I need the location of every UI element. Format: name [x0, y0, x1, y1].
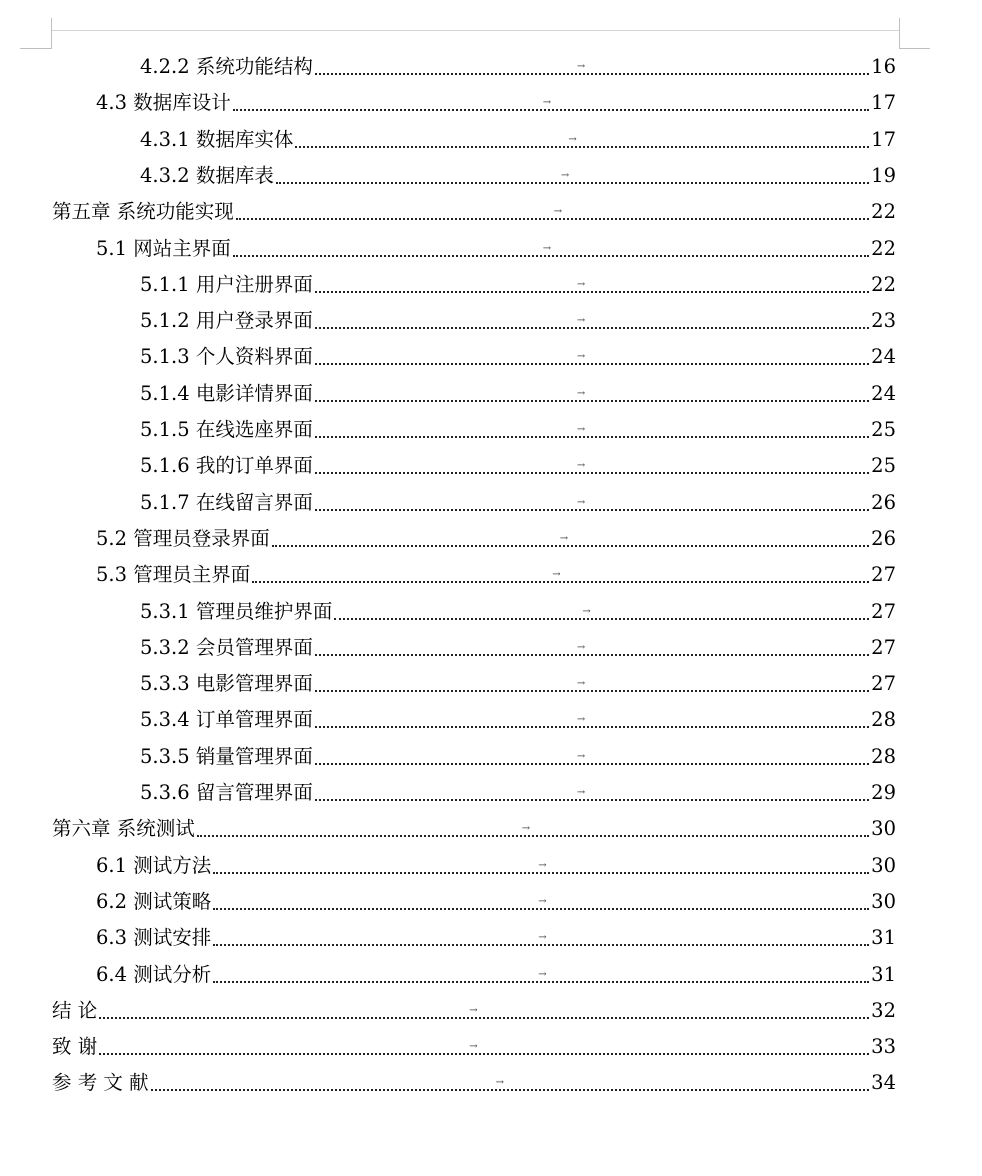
toc-dot-leader — [315, 308, 869, 334]
toc-page-number: 30 — [871, 817, 896, 841]
toc-dot-leader — [213, 889, 869, 915]
toc-dot-leader — [315, 54, 869, 80]
toc-entry[interactable] — [140, 127, 896, 153]
toc-dot-leader — [334, 599, 869, 625]
toc-entry-title: 5.3.3 电影管理界面 — [140, 672, 313, 696]
toc-entry-title: 5.1.2 用户登录界面 — [140, 309, 313, 333]
toc-page-number: 31 — [871, 962, 896, 986]
tab-arrow-icon: → — [560, 169, 570, 181]
toc-dot-leader — [315, 780, 869, 806]
page-top-border — [51, 30, 899, 31]
toc-dot-leader — [151, 1070, 869, 1096]
tab-arrow-icon: → — [576, 460, 586, 472]
toc-dot-leader — [213, 853, 869, 879]
toc-page-number: 22 — [871, 200, 896, 224]
toc-dot-leader — [252, 562, 869, 588]
toc-page-number: 30 — [871, 889, 896, 913]
toc-entry[interactable] — [96, 925, 896, 951]
toc-page-number: 17 — [871, 91, 896, 115]
toc-dot-leader — [233, 90, 869, 116]
toc-page-number: 25 — [871, 454, 896, 478]
toc-entry[interactable] — [140, 707, 896, 733]
toc-dot-leader — [99, 998, 869, 1024]
tab-arrow-icon: → — [469, 1004, 478, 1016]
toc-page-number: 17 — [871, 127, 896, 151]
toc-dot-leader — [315, 490, 869, 516]
toc-page-number: 28 — [871, 744, 896, 768]
toc-dot-leader — [99, 1034, 869, 1060]
toc-page-number: 23 — [871, 309, 896, 333]
toc-entry-title: 5.1.4 电影详情界面 — [140, 381, 313, 405]
toc-entry[interactable] — [140, 272, 896, 298]
toc-dot-leader — [233, 236, 869, 262]
toc-entry[interactable] — [140, 381, 896, 407]
toc-dot-leader — [315, 744, 869, 770]
tab-arrow-icon: → — [538, 968, 547, 980]
toc-entry-title: 5.3 管理员主界面 — [96, 563, 251, 587]
crop-mark-top-left — [51, 18, 52, 49]
toc-page-number: 29 — [871, 781, 896, 804]
tab-arrow-icon: → — [542, 97, 552, 109]
toc-entry-title: 5.1.5 在线选座界面 — [140, 418, 313, 441]
toc-entry-title: 6.4 测试分析 — [96, 962, 212, 986]
crop-mark-top-right — [899, 18, 900, 49]
toc-entry-title: 5.2 管理员登录界面 — [96, 526, 270, 550]
toc-page-number: 24 — [871, 381, 896, 405]
toc-entry-title: 参 考 文 献 — [52, 1071, 149, 1095]
toc-entry[interactable] — [96, 853, 896, 879]
toc-dot-leader — [213, 962, 869, 988]
toc-entry[interactable] — [140, 635, 896, 661]
tab-arrow-icon: → — [582, 605, 591, 617]
toc-page-number: 16 — [871, 55, 896, 78]
toc-dot-leader — [315, 381, 869, 407]
toc-page-number: 28 — [871, 708, 896, 732]
toc-page-number: 33 — [871, 1035, 896, 1059]
toc-entry[interactable] — [96, 90, 896, 116]
toc-entry[interactable] — [140, 308, 896, 334]
tab-arrow-icon: → — [576, 351, 586, 363]
tab-arrow-icon: → — [568, 133, 577, 145]
toc-entry-title: 5.1.1 用户注册界面 — [140, 272, 313, 296]
toc-entry-title: 5.1.6 我的订单界面 — [140, 454, 313, 478]
toc-entry[interactable] — [140, 490, 896, 516]
crop-mark-top-left — [20, 48, 51, 49]
toc-entry-title: 5.1 网站主界面 — [96, 236, 231, 260]
tab-arrow-icon: → — [576, 387, 586, 399]
toc-page-number: 34 — [871, 1071, 896, 1095]
toc-dot-leader — [315, 272, 869, 298]
toc-entry-title: 6.1 测试方法 — [96, 853, 212, 877]
toc-entry[interactable] — [140, 780, 896, 806]
tab-arrow-icon: → — [576, 61, 586, 72]
tab-arrow-icon: → — [576, 496, 586, 508]
tab-arrow-icon: → — [538, 895, 547, 907]
toc-entry[interactable] — [140, 671, 896, 697]
toc-dot-leader — [197, 816, 869, 842]
toc-page-number: 22 — [871, 236, 896, 260]
toc-entry[interactable] — [96, 889, 896, 915]
toc-dot-leader — [315, 453, 869, 479]
toc-entry[interactable] — [140, 163, 896, 189]
tab-arrow-icon: → — [576, 641, 586, 653]
toc-entry-title: 4.2.2 系统功能结构 — [140, 55, 313, 78]
toc-entry-title: 5.3.1 管理员维护界面 — [140, 599, 333, 623]
toc-entry-title: 6.2 测试策略 — [96, 889, 212, 913]
toc-entry-title: 5.1.7 在线留言界面 — [140, 490, 313, 514]
toc-entry[interactable] — [140, 344, 896, 370]
toc-entry-title: 4.3 数据库设计 — [96, 91, 231, 115]
toc-page-number: 30 — [871, 853, 896, 877]
toc-page-number: 31 — [871, 926, 896, 950]
toc-page-number: 27 — [871, 599, 896, 623]
tab-arrow-icon: → — [495, 1077, 504, 1089]
toc-page-number: 27 — [871, 563, 896, 587]
toc-page-number: 27 — [871, 672, 896, 696]
toc-entry[interactable] — [140, 453, 896, 479]
tab-arrow-icon: → — [576, 278, 586, 290]
toc-entry-title: 结 论 — [52, 998, 98, 1022]
tab-arrow-icon: → — [576, 750, 586, 762]
toc-page-number: 27 — [871, 635, 896, 659]
crop-mark-top-right — [899, 48, 930, 49]
toc-dot-leader — [315, 344, 869, 370]
toc-dot-leader — [236, 199, 869, 225]
toc-entry-title: 6.3 测试安排 — [96, 926, 212, 950]
tab-arrow-icon: → — [576, 678, 586, 690]
toc-entry[interactable] — [140, 744, 896, 770]
toc-entry[interactable] — [52, 199, 896, 225]
tab-arrow-icon: → — [576, 424, 586, 435]
toc-entry[interactable] — [96, 526, 896, 552]
toc-entry[interactable] — [96, 562, 896, 588]
tab-arrow-icon: → — [521, 823, 531, 835]
tab-arrow-icon: → — [559, 532, 569, 544]
toc-dot-leader — [213, 925, 869, 951]
toc-page-number: 26 — [871, 490, 896, 514]
toc-entry-title: 4.3.2 数据库表 — [140, 163, 274, 187]
toc-entry[interactable] — [52, 998, 896, 1024]
toc-entry-title: 5.3.5 销量管理界面 — [140, 744, 313, 768]
toc-entry-title: 第六章 系统测试 — [52, 817, 195, 841]
toc-entry[interactable] — [52, 1070, 896, 1096]
toc-page-number: 22 — [871, 272, 896, 296]
toc-entry-title: 致 谢 — [52, 1035, 98, 1059]
tab-arrow-icon: → — [576, 714, 586, 726]
toc-dot-leader — [295, 127, 869, 153]
tab-arrow-icon: → — [538, 932, 547, 944]
tab-arrow-icon: → — [538, 859, 547, 871]
toc-dot-leader — [315, 707, 869, 733]
toc-dot-leader — [315, 417, 869, 443]
tab-arrow-icon: → — [576, 315, 586, 327]
toc-dot-leader — [276, 163, 869, 189]
toc-page-number: 32 — [871, 998, 896, 1022]
toc-page-number: 26 — [871, 526, 896, 550]
toc-entry-title: 5.3.4 订单管理界面 — [140, 708, 313, 732]
toc-entry-title: 5.3.6 留言管理界面 — [140, 781, 313, 804]
toc-page-number: 24 — [871, 345, 896, 369]
toc-entry[interactable] — [140, 417, 896, 443]
toc-entry[interactable] — [52, 816, 896, 842]
toc-entry-title: 5.1.3 个人资料界面 — [140, 345, 313, 369]
tab-arrow-icon: → — [542, 242, 552, 254]
toc-entry[interactable] — [140, 54, 896, 80]
toc-dot-leader — [315, 671, 869, 697]
tab-arrow-icon: → — [553, 206, 563, 218]
toc-entry[interactable] — [140, 599, 896, 625]
toc-entry[interactable] — [96, 962, 896, 988]
toc-entry[interactable] — [96, 236, 896, 262]
toc-entry-title: 4.3.1 数据库实体 — [140, 127, 294, 151]
toc-entry-title: 5.3.2 会员管理界面 — [140, 635, 313, 659]
toc-dot-leader — [272, 526, 869, 552]
toc-entry[interactable] — [52, 1034, 896, 1060]
toc-page-number: 19 — [871, 163, 896, 187]
toc-dot-leader — [315, 635, 869, 661]
tab-arrow-icon: → — [469, 1041, 478, 1053]
tab-arrow-icon: → — [552, 569, 561, 581]
toc-entry-title: 第五章 系统功能实现 — [52, 200, 234, 224]
toc-page-number: 25 — [871, 418, 896, 441]
tab-arrow-icon: → — [576, 787, 586, 798]
